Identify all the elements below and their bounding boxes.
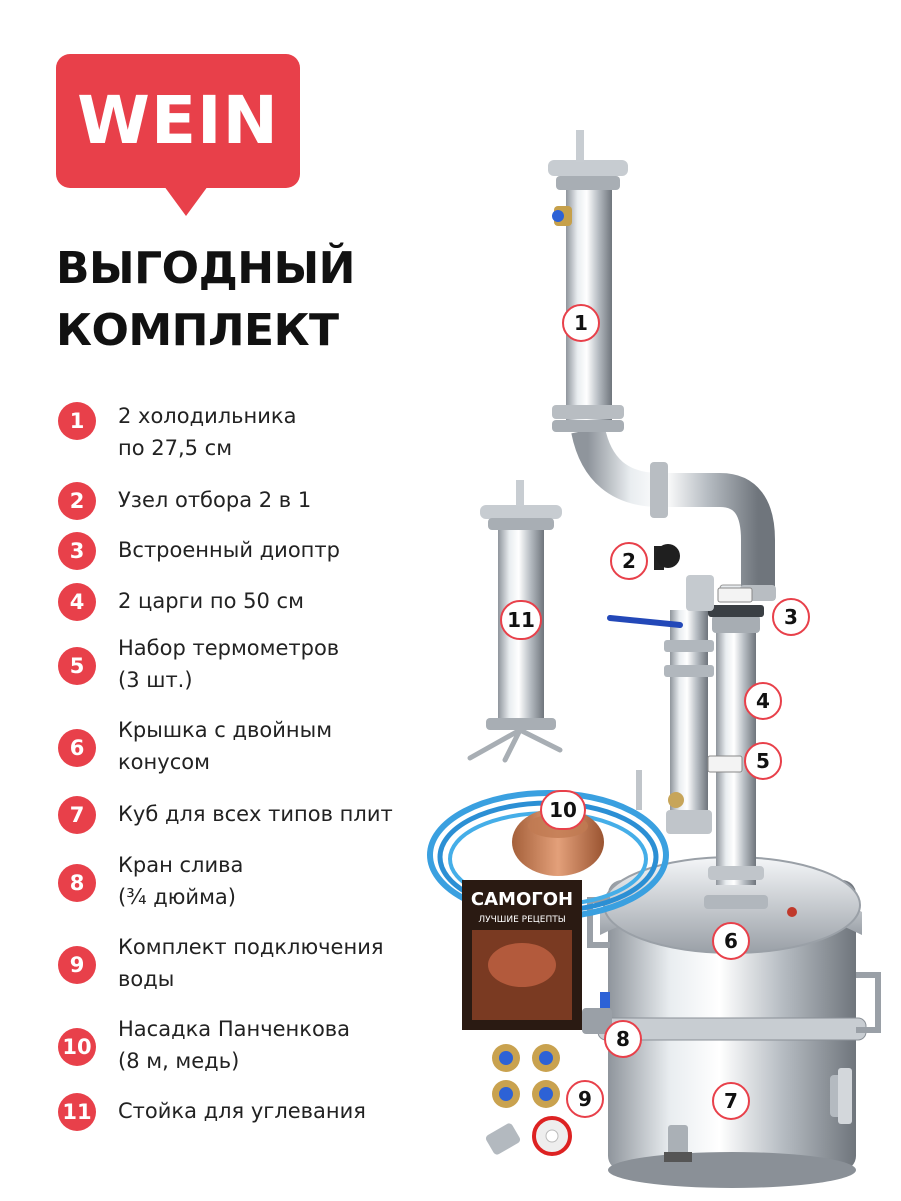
book-title: САМОГОН	[470, 889, 574, 910]
feature-number-badge: 9	[58, 946, 96, 984]
feature-label: Встроенный диоптр	[118, 538, 340, 562]
feature-label: Набор термометров	[118, 636, 340, 660]
feature-item-1	[58, 402, 296, 464]
feature-label: Крышка с двойным	[118, 718, 333, 742]
water-fittings-icon	[485, 1044, 570, 1156]
thermometer-icon	[708, 756, 742, 772]
feature-label: 2 холодильника	[118, 404, 297, 428]
callout-6: 6	[712, 922, 750, 960]
feature-number-badge: 11	[58, 1093, 96, 1131]
feature-label: Стойка для углевания	[118, 1099, 366, 1123]
feature-item-9	[58, 935, 384, 995]
feature-label: 2 царги по 50 см	[118, 589, 304, 613]
book-subtitle: ЛУЧШИЕ РЕЦЕПТЫ	[478, 915, 566, 925]
feature-label: Комплект подключения	[118, 935, 384, 959]
feature-number-badge: 1	[58, 402, 96, 440]
feature-item-8	[58, 853, 244, 913]
feature-sublabel: (8 м, медь)	[118, 1049, 240, 1073]
feature-label: Куб для всех типов плит	[118, 802, 393, 826]
feature-item-4	[58, 583, 304, 621]
product-illustration	[420, 110, 901, 1201]
page-title	[56, 238, 476, 362]
upper-cooler-icon	[548, 130, 628, 432]
feature-number-badge: 2	[58, 482, 96, 520]
feature-item-10	[58, 1017, 351, 1077]
callout-11: 11	[500, 600, 542, 640]
feature-item-6	[58, 718, 333, 778]
feature-number-badge: 6	[58, 729, 96, 767]
callout-7: 7	[712, 1082, 750, 1120]
feature-number-badge: 8	[58, 864, 96, 902]
feature-sublabel: по 27,5 см	[118, 436, 233, 460]
callout-1: 1	[562, 304, 600, 342]
feature-label: Кран слива	[118, 853, 244, 877]
callout-2: 2	[610, 542, 648, 580]
feature-number-badge: 3	[58, 532, 96, 570]
feature-item-2	[58, 482, 311, 520]
feature-sublabel: (¾ дюйма)	[118, 885, 236, 909]
feature-sublabel: (3 шт.)	[118, 668, 193, 692]
brand-name: WEIN	[77, 82, 279, 159]
feature-label: Узел отбора 2 в 1	[118, 488, 312, 512]
callout-8: 8	[604, 1020, 642, 1058]
feature-item-3	[58, 532, 340, 570]
feature-number-badge: 4	[58, 583, 96, 621]
brand-logo	[56, 54, 300, 188]
thermometer-icon	[718, 588, 752, 602]
callout-4: 4	[744, 682, 782, 720]
callout-9: 9	[566, 1080, 604, 1118]
callout-5: 5	[744, 742, 782, 780]
recipe-book-icon	[462, 880, 582, 1030]
feature-number-badge: 7	[58, 796, 96, 834]
takeoff-cooler-icon	[610, 544, 714, 834]
feature-item-5	[58, 636, 340, 696]
callout-3: 3	[772, 598, 810, 636]
feature-item-7	[58, 796, 393, 834]
feature-number-badge: 5	[58, 647, 96, 685]
title-line-2: КОМПЛЕКТ	[56, 305, 339, 356]
feature-item-11	[58, 1093, 366, 1131]
callout-10: 10	[540, 790, 586, 830]
feature-label: Насадка Панченкова	[118, 1017, 351, 1041]
feature-number-badge: 10	[58, 1028, 96, 1066]
feature-sublabel: воды	[118, 967, 175, 991]
title-line-1: ВЫГОДНЫЙ	[56, 243, 355, 294]
feature-sublabel: конусом	[118, 750, 210, 774]
